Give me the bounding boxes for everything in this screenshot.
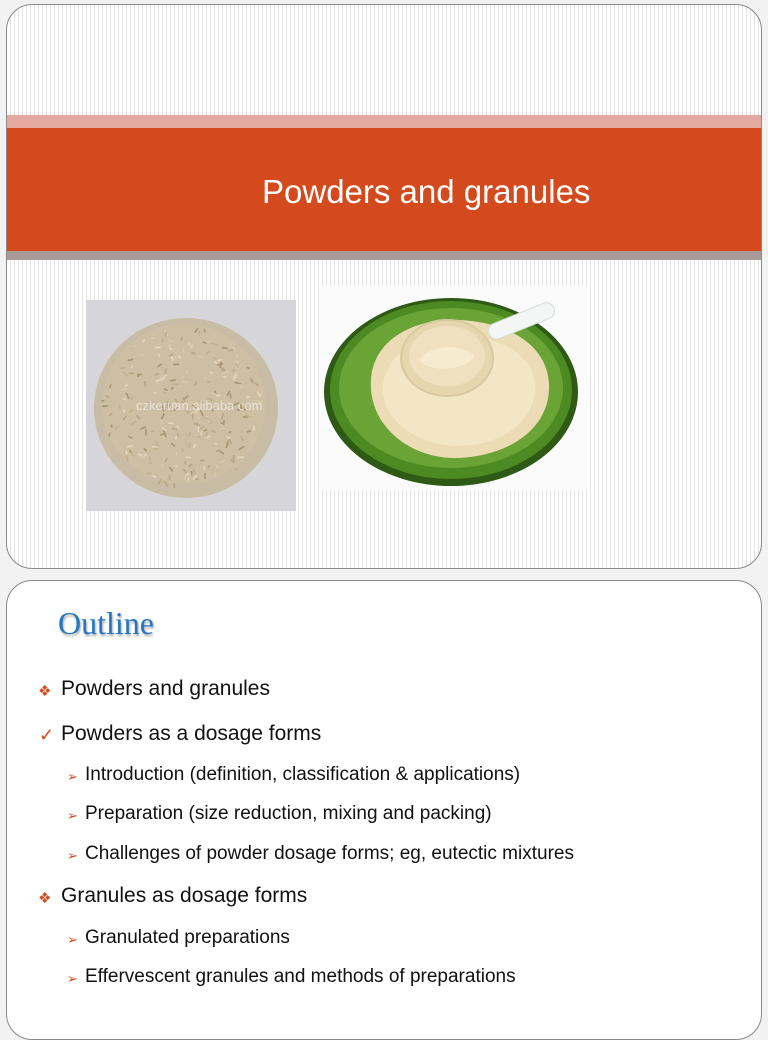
diamond-bullet-icon: ❖ [38, 890, 52, 907]
arrow-bullet-icon: ➢ [67, 971, 78, 986]
title-band-bottom-stripe [7, 251, 761, 260]
list-item-text: Granules as dosage forms [61, 884, 308, 907]
outline-slide [6, 580, 762, 1040]
arrow-bullet-icon: ➢ [67, 769, 78, 784]
list-item-text: Granulated preparations [85, 927, 290, 948]
title-slide [6, 4, 762, 569]
list-item-text: Powders and granules [61, 677, 270, 700]
list-item-text: Powders as a dosage forms [61, 722, 322, 745]
granules-photo [86, 300, 296, 511]
diamond-bullet-icon: ❖ [38, 683, 52, 700]
arrow-bullet-icon: ➢ [67, 932, 78, 947]
list-item-text: Introduction (definition, classification & applications) [85, 764, 521, 785]
photo-watermark: czkeruan.alibaba.com [136, 398, 263, 413]
slide-title: Powders and granules [262, 173, 591, 210]
arrow-bullet-icon: ➢ [67, 808, 78, 823]
list-item-text: Challenges of powder dosage forms; eg, eutectic mixtures [85, 843, 574, 864]
outline-title: Outline [58, 605, 154, 641]
list-item-text: Preparation (size reduction, mixing and packing) [85, 803, 492, 824]
check-bullet-icon: ✓ [39, 725, 55, 745]
list-item-text: Effervescent granules and methods of preparations [85, 966, 516, 987]
powder-bowl-photo [319, 286, 587, 490]
arrow-bullet-icon: ➢ [67, 848, 78, 863]
title-band-top-stripe [7, 115, 761, 128]
